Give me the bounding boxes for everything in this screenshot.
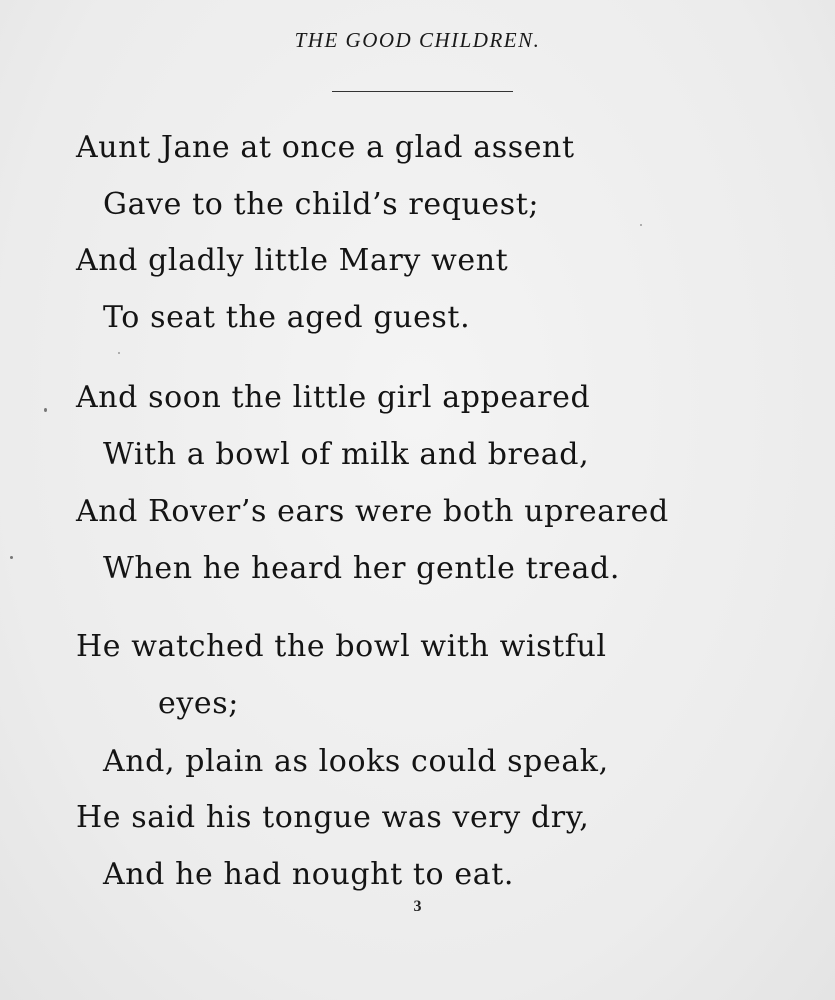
poem-line-3: And gladly little Mary went — [76, 243, 509, 278]
poem-line-8: When he heard her gentle tread. — [103, 551, 620, 586]
paper-speck — [640, 224, 642, 226]
poem-line-11: And, plain as looks could speak, — [103, 744, 609, 779]
paper-speck — [44, 408, 47, 412]
running-title: THE GOOD CHILDREN. — [294, 28, 541, 52]
poem-line-5: And soon the little girl appeared — [76, 380, 591, 415]
title-rule — [332, 91, 513, 92]
poem-line-1: Aunt Jane at once a glad assent — [76, 130, 575, 165]
paper-speck — [10, 556, 13, 559]
poem-line-2: Gave to the child’s request; — [103, 187, 540, 222]
poem-line-6: With a bowl of milk and bread, — [103, 437, 590, 472]
poem-line-7: And Rover’s ears were both upreared — [76, 494, 669, 529]
page-number: 3 — [413, 898, 422, 915]
poem-line-10: eyes; — [158, 686, 239, 721]
poem-line-12: He said his tongue was very dry, — [76, 800, 590, 835]
paper-speck — [118, 352, 120, 354]
poem-line-9: He watched the bowl with wistful — [76, 629, 607, 664]
poem-line-13: And he had nought to eat. — [103, 857, 514, 892]
poem-line-4: To seat the aged guest. — [103, 300, 471, 335]
